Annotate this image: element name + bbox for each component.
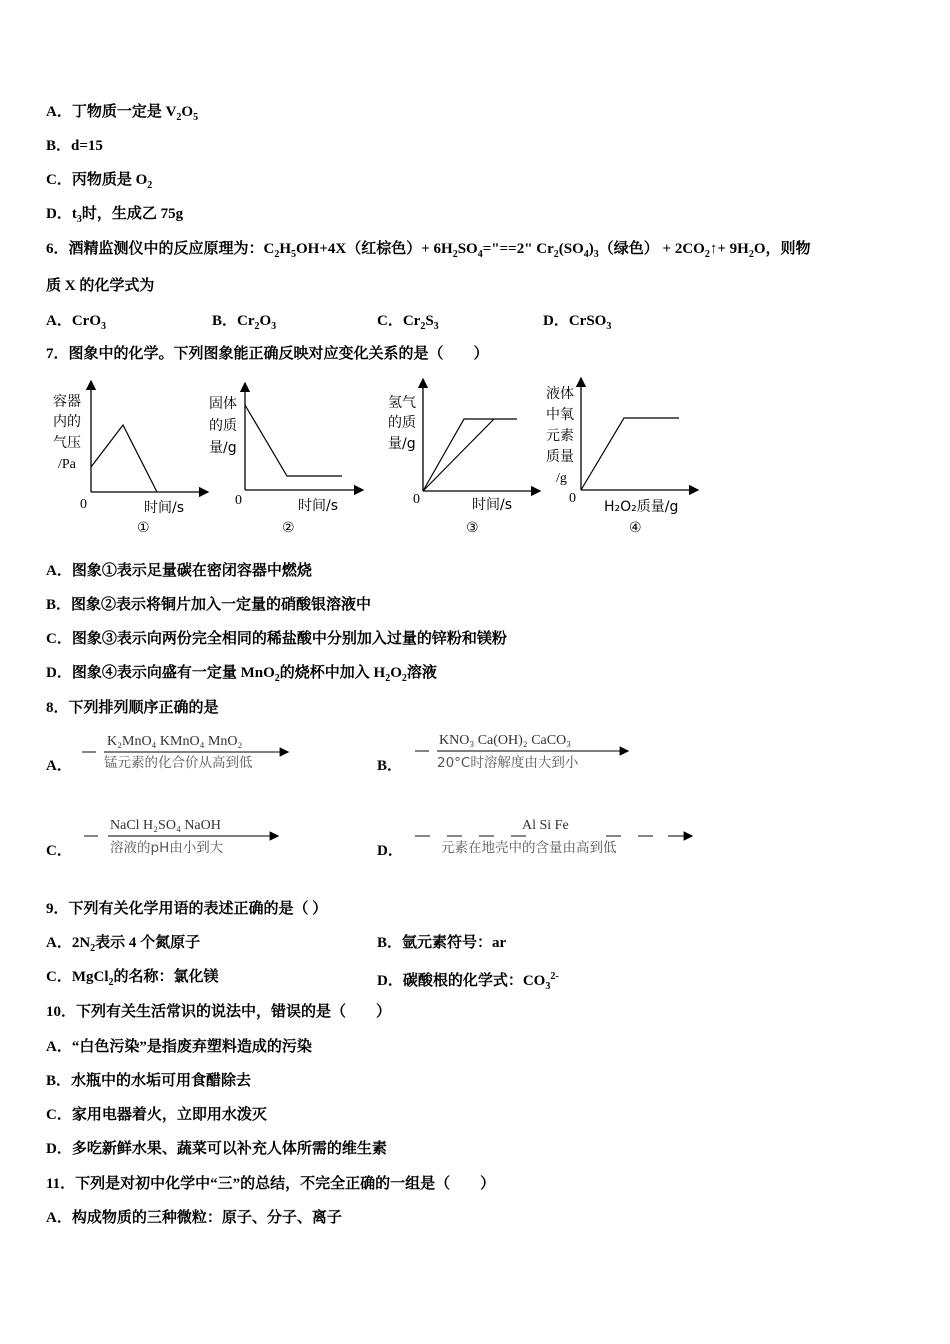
graph-3-xlabel: 时间/s bbox=[472, 497, 513, 513]
graph-4-number: ④ bbox=[629, 520, 642, 536]
graph-2-xlabel: 时间/s bbox=[298, 498, 339, 514]
q6-option-d: D．CrSO$_3$ bbox=[543, 313, 612, 332]
q6-option-c: C．$Cr_2S_3$ bbox=[377, 313, 439, 332]
q10-option-b: B．水瓶中的水垢可用食醋除去 bbox=[46, 1073, 252, 1089]
q8-b-top: KNO₃ Ca(OH)₂ CaCO₃ bbox=[439, 733, 572, 748]
q5-option-d: D．$t_3$时，生成乙 75g bbox=[46, 206, 184, 225]
q5-option-a: A．丁物质一定是 $V_2O_5$ bbox=[46, 104, 199, 123]
q7-option-b: B．图象②表示将铜片加入一定量的硝酸银溶液中 bbox=[46, 597, 372, 613]
graph-1-ylabel-3: 气压 bbox=[53, 435, 81, 451]
graph-1-ylabel-2: 内的 bbox=[53, 414, 81, 430]
graph-2-line bbox=[245, 405, 342, 476]
q10-option-c: C．家用电器着火，立即用水泼灭 bbox=[46, 1107, 267, 1123]
graph-2-ylabel-2: 的质 bbox=[209, 418, 237, 434]
q8-a-top: K₂MnO₄ KMnO₄ MnO₂ bbox=[107, 734, 243, 749]
graph-4-ylabel-2: 中氧 bbox=[546, 407, 574, 423]
q5-option-b: B．d=15 bbox=[46, 138, 103, 154]
q9-option-a: A．$2N_2$表示 4 个氮原子 bbox=[46, 935, 201, 954]
graph-3-ylabel-2: 的质 bbox=[388, 415, 416, 431]
graph-4-ylabel-3: 元素 bbox=[546, 428, 574, 444]
q8-b-bottom: 20°C时溶解度由大到小 bbox=[437, 755, 579, 771]
q10-stem: 10．下列有关生活常识的说法中，错误的是（ ） bbox=[46, 1004, 392, 1020]
q11-option-a: A．构成物质的三种微粒：原子、分子、离子 bbox=[46, 1210, 342, 1226]
q11-stem: 11．下列是对初中化学中“三”的总结，不完全正确的一组是（ ） bbox=[46, 1176, 496, 1192]
q6-option-b: B．$Cr_2O_3$ bbox=[212, 313, 277, 332]
q7-stem: 7．图象中的化学。下列图象能正确反映对应变化关系的是（ ） bbox=[46, 346, 489, 362]
graph-3-ylabel-1: 氢气 bbox=[388, 395, 416, 411]
graph-2-ylabel-1: 固体 bbox=[209, 396, 237, 412]
q5-option-c: C．丙物质是 $O_2$ bbox=[46, 172, 153, 191]
graph-1-ylabel-1: 容器 bbox=[53, 394, 81, 410]
q8-c-label: C． bbox=[46, 843, 72, 859]
graph-4-ylabel-5: /g bbox=[556, 471, 567, 486]
q7-option-a: A．图象①表示足量碳在密闭容器中燃烧 bbox=[46, 563, 312, 579]
q8-d-label: D． bbox=[377, 843, 403, 859]
graph-3-line-a bbox=[423, 419, 517, 491]
q9-option-b: B．氩元素符号：ar bbox=[377, 935, 507, 951]
q8-a-bottom: 锰元素的化合价从高到低 bbox=[104, 755, 253, 771]
graph-3-number: ③ bbox=[466, 520, 479, 536]
graph-1 bbox=[53, 381, 208, 536]
graph-3-origin: 0 bbox=[413, 492, 420, 507]
q7-option-c: C．图象③表示向两份完全相同的稀盐酸中分别加入过量的锌粉和镁粉 bbox=[46, 631, 507, 647]
q8-c-top: NaCl H₂SO₄ NaOH bbox=[110, 818, 221, 833]
graph-2-origin: 0 bbox=[235, 493, 242, 508]
q8-a-label: A． bbox=[46, 758, 72, 774]
graph-1-xlabel: 时间/s bbox=[144, 500, 185, 516]
graph-4 bbox=[546, 378, 698, 536]
graph-2-ylabel-3: 量/g bbox=[209, 440, 237, 456]
q8-d-top: Al Si Fe bbox=[522, 818, 569, 833]
graph-2 bbox=[209, 383, 363, 536]
graph-1-origin: 0 bbox=[80, 497, 87, 512]
graph-4-ylabel-4: 质量 bbox=[546, 449, 574, 465]
q8-stem: 8．下列排列顺序正确的是 bbox=[46, 700, 219, 716]
graph-1-number: ① bbox=[137, 520, 150, 536]
graph-1-line bbox=[91, 425, 157, 492]
graph-3-line-b bbox=[423, 419, 494, 491]
graph-4-xlabel: H₂O₂质量/g bbox=[604, 499, 679, 515]
graph-1-ylabel-4: /Pa bbox=[58, 457, 76, 472]
q10-option-d: D．多吃新鲜水果、蔬菜可以补充人体所需的维生素 bbox=[46, 1141, 387, 1157]
q7-option-d: D．图象④表示向盛有一定量 MnO$_2$的烧杯中加入 $H_2O_2$溶液 bbox=[46, 665, 437, 684]
q6-stem-line1: 6．酒精监测仪中的反应原理为：$C_2H_5OH+4X$（红棕色）+ $6H_2SO_4="==2$" $Cr_2(SO_4)_3$（绿色） + $2CO_2↑+ 9H_2O$，则物 bbox=[46, 241, 811, 260]
graph-2-number: ② bbox=[282, 520, 295, 536]
graph-4-line bbox=[581, 418, 679, 490]
graph-4-origin: 0 bbox=[569, 491, 576, 506]
q10-option-a: A．“白色污染”是指废弃塑料造成的污染 bbox=[46, 1039, 312, 1055]
q9-option-c: C．MgCl$_2$的名称：氯化镁 bbox=[46, 969, 219, 988]
q6-stem-line2: 质 X 的化学式为 bbox=[46, 278, 155, 294]
q8-b-label: B． bbox=[377, 758, 403, 774]
graph-4-ylabel-1: 液体 bbox=[546, 386, 574, 402]
q9-option-d: D．碳酸根的化学式：$CO_3^{2-}$ bbox=[377, 971, 559, 992]
graph-3-ylabel-3: 量/g bbox=[388, 436, 416, 452]
q8-c-bottom: 溶液的pH由小到大 bbox=[110, 840, 224, 856]
q6-option-a: A．CrO$_3$ bbox=[46, 313, 106, 332]
graph-3 bbox=[388, 379, 540, 536]
q8-d-bottom: 元素在地壳中的含量由高到低 bbox=[441, 840, 617, 856]
q9-stem: 9．下列有关化学用语的表述正确的是（ ） bbox=[46, 901, 328, 917]
